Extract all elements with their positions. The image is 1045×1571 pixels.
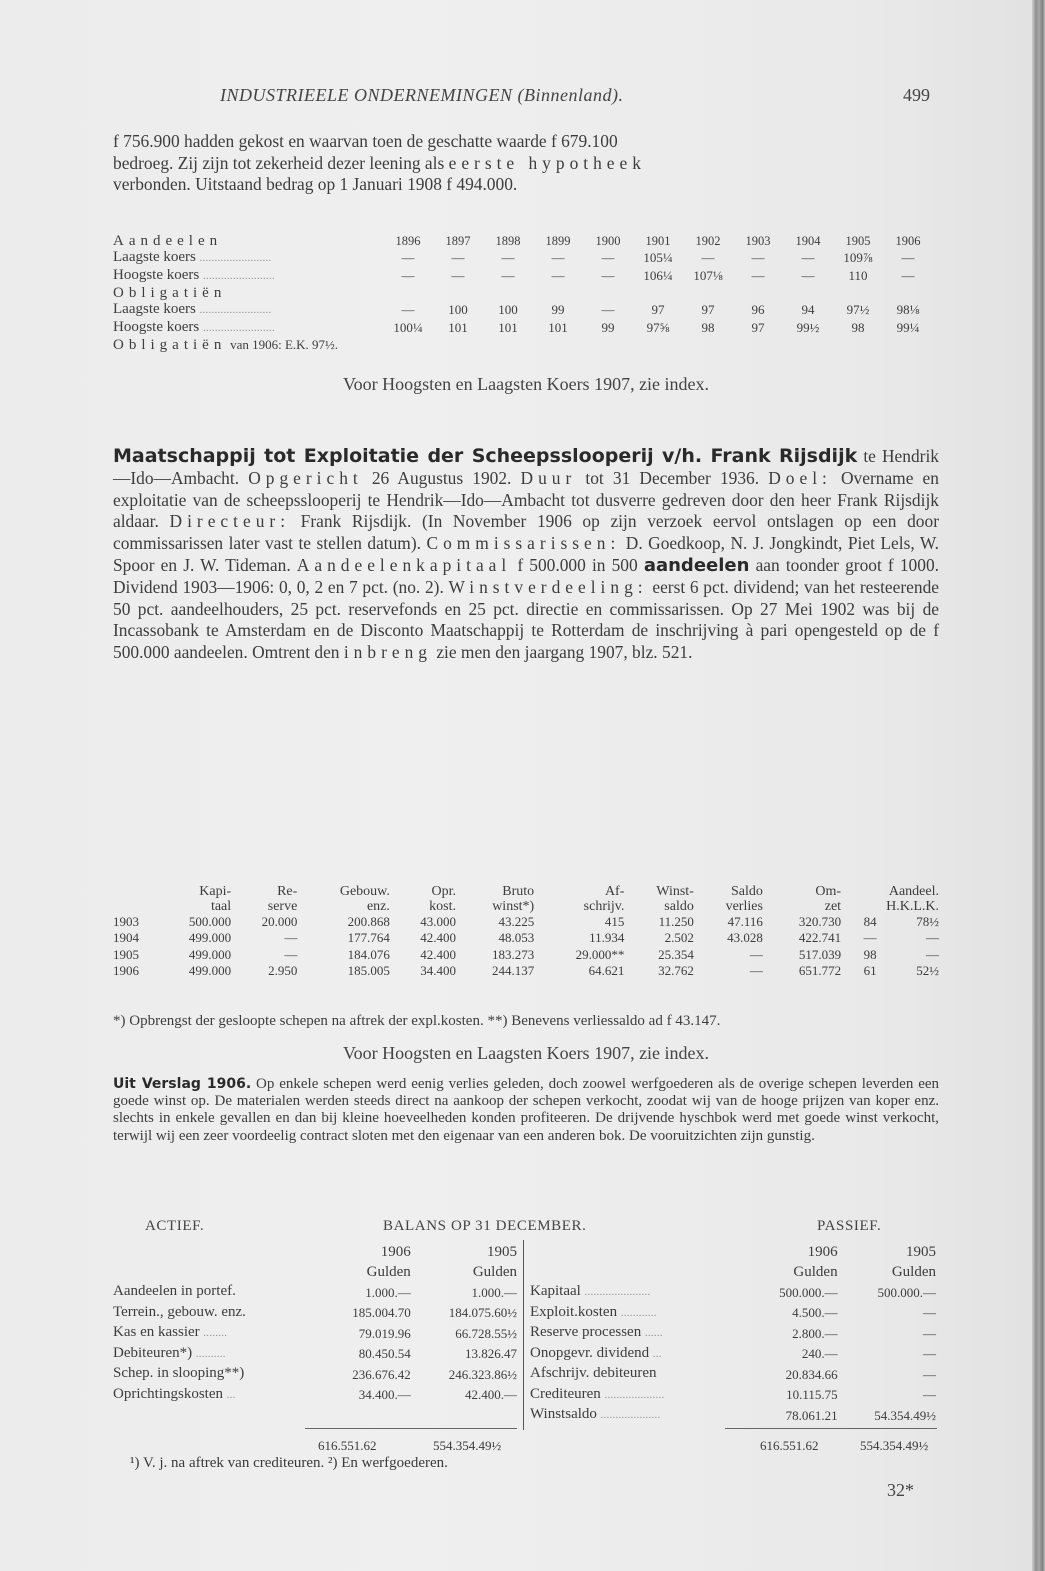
table-row: Afschrijv. debiteuren 20.834.66 —	[530, 1365, 936, 1382]
company-entry: Maatschappij tot Exploitatie der Scheepsslooperij v/h. Frank Rijsdijk te Hendrik—Ido—Ambacht. Opgericht 26 Augustus 1902. Duur tot 31 December 1936. Doel: Overname en exploitatie van de scheepsslooperij te Hendrik—Ido—Ambacht tot dusverre gedreven door den heer Frank Rijsdijk aldaar. Directeur: Frank Rijsdijk. (In November 1906 op zijn verzoek eervol ontslagen op een door commissarissen later vast te stellen datum). Commissarissen: D. Goedkoop, N. J. Jongkindt, Piet Lels, W. Spoor en J. W. Tideman. Aandeelenkapitaal f 500.000 in 500 aandeelen aan toonder groot f 1000. Dividend 1903—1906: 0, 0, 2 en 7 pct. (no. 2). Winstverdeeling: eerst 6 pct. dividend; van het resteerende 50 pct. aandeelhouders, 25 pct. reservefonds en 25 pct. directie en commissarissen. Op 27 Mei 1902 was bij de Incassobank te Amsterdam en de Disconto Maatschappij te Rotterdam de inschrijving à pari opengesteld op de f 500.000 aandeelen. Omtrent den inbreng zie men den jaargang 1907, blz. 521.	[113, 445, 940, 663]
intro-paragraph	[113, 131, 939, 196]
actief-total-1906: 616.551.62	[318, 1438, 377, 1453]
table-row: Schep. in slooping**) 236.676.42 246.323.86½	[113, 1365, 517, 1382]
table-row: Laagste koers ........................ — — — — — 105¼ — — — 109⅞ —	[113, 249, 915, 265]
intro-line-1: f 756.900 hadden gekost en waarvan toen de geschatte waarde f 679.100	[113, 131, 618, 151]
table-row: Laagste koers ........................ — 100 100 99 — 97 97 96 94 97½ 98⅛	[113, 301, 920, 317]
balance-divider	[523, 1240, 524, 1430]
koers-year-row: Aandeelen 1896 1897 1898 1899 1900 1901 1902 1903 1904 1905 1906	[113, 233, 921, 249]
actief-table: 1906 1905 Gulden Gulden Aandeelen in portef. 1.000.— 1.000.— Terrein., gebouw. enz. 185.004.70 184.075.60½ Kas en kassier ........ 79.019.96 66.728.55½ Debiteuren*) .......... 80.450.54 13.826.47 Schep. in slooping**) 236.676.42 246.323.86½ Oprichtingskosten ... 34.400.— 42.400.—	[113, 1243, 517, 1405]
passief-total-rule	[725, 1428, 937, 1429]
table-row: Crediteuren .................... 10.115.75 —	[530, 1385, 936, 1402]
table-row: Kas en kassier ........ 79.019.96 66.728.55½	[113, 1324, 517, 1341]
table-row: Aandeelen in portef. 1.000.— 1.000.—	[113, 1283, 517, 1300]
table-row: Reserve processen ...... 2.800.— —	[530, 1324, 936, 1341]
table-row: Debiteuren*) .......... 80.450.54 13.826.47	[113, 1344, 517, 1361]
index-note: Voor Hoogsten en Laagsten Koers 1907, zie index.	[342, 1043, 710, 1063]
company-name: Maatschappij tot Exploitatie der Scheepsslooperij v/h. Frank Rijsdijk	[113, 445, 858, 467]
verslag-paragraph: Uit Verslag 1906. Op enkele schepen werd eenig verlies geleden, doch zoowel werfgoederen als de overige schepen leverden een goede winst op. De materialen werden steeds direct na aankoop der schepen verkocht, zoodat wij van de hooge prijzen van koper enz. slechts in enkele gevallen en dan bij kleine hoeveelheden konden profiteeren. De drijvende hyschbok werd met goede winst verkocht, terwijl wij een zeer voordeelig contract sloten met den eigenaar van een anderen bok. De vooruitzichten zijn gunstig.	[113, 1076, 940, 1144]
table-row: 1906 499.000 2.950 185.005 34.400 244.137 64.621 32.762 — 651.772 61 52½	[113, 963, 939, 979]
aandeelen-label: Aandeelen	[113, 233, 223, 249]
actief-total-1905: 554.354.49½	[433, 1438, 502, 1453]
actief-heading: ACTIEF.	[145, 1218, 205, 1234]
table-row: Exploit.kosten ............ 4.500.— —	[530, 1303, 936, 1320]
table-row: Terrein., gebouw. enz. 185.004.70 184.075.60½	[113, 1303, 517, 1320]
results-footnote: *) Opbrengst der gesloopte schepen na aftrek der expl.kosten. **) Benevens verliessaldo ad f 43.147.	[113, 1013, 721, 1029]
koers-table	[113, 233, 933, 353]
table-row: Kapitaal ...................... 500.000.— 500.000.—	[530, 1283, 936, 1300]
obligatien-1906-row: Obligatiën van 1906: E.K. 97½.	[113, 337, 339, 353]
table-row: Hoogste koers ........................ 100¼ 101 101 101 99 97⅝ 98 97 99½ 98 99¼	[113, 319, 920, 335]
running-title: INDUSTRIEELE ONDERNEMINGEN (Binnenland).	[220, 85, 624, 105]
table-row: Winstsaldo .................... 78.061.21 54.354.49½	[530, 1406, 936, 1423]
signature-mark: 32*	[887, 1480, 914, 1500]
book-binding-edge	[1032, 0, 1045, 1571]
actief-total-rule	[305, 1428, 517, 1429]
table-row: 1904 499.000 — 177.764 42.400 48.053 11.934 2.502 43.028 422.741 — —	[113, 930, 939, 946]
table-row: Hoogste koers ........................ — — — — — 106¼ 107⅛ — — 110 —	[113, 267, 915, 283]
passief-total-1906: 616.551.62	[760, 1438, 819, 1453]
obligatien-heading-row	[113, 285, 933, 301]
results-header-row-2: taal serve enz. kost. winst*) schrijv. saldo verlies zet H.K.L.K.	[210, 899, 939, 914]
table-row: Oprichtingskosten ... 34.400.— 42.400.—	[113, 1385, 517, 1402]
balance-title: BALANS OP 31 DECEMBER.	[383, 1218, 587, 1234]
table-row: 1903 500.000 20.000 200.868 43.000 43.225 415 11.250 47.116 320.730 84 78½	[113, 914, 939, 929]
passief-total-1905: 554.354.49½	[860, 1438, 929, 1453]
page-number: 499	[903, 85, 930, 105]
passief-heading: PASSIEF.	[817, 1218, 882, 1234]
obligatien-label: Obligatiën	[113, 285, 227, 301]
intro-line-2: bedroeg. Zij zijn tot zekerheid dezer leening als eerste hypotheek	[113, 152, 646, 173]
results-header-row-1: Kapi- Re- Gebouw. Opr. Bruto Af- Winst- Saldo Om- Aandeel.	[199, 884, 939, 899]
index-note: Voor Hoogsten en Laagsten Koers 1907, zie index.	[342, 374, 710, 394]
balance-footnote: ¹) V. j. na aftrek van crediteuren. ²) En werfgoederen.	[130, 1455, 448, 1471]
results-table	[113, 884, 939, 980]
intro-line-3: verbonden. Uitstaand bedrag op 1 Januari 1908 f 494.000.	[113, 174, 518, 195]
passief-table: 1906 1905 Gulden Gulden Kapitaal ...................... 500.000.— 500.000.— Exploit.kosten ............ 4.500.— — Reserve processen ...... 2.800.— — Onopgevr. dividend ... 240.— — Afschrijv. debiteuren 20.834.66 — Crediteuren .................... 10.115.75 — Winstsaldo .................... 78.061.21 54.354.49½	[530, 1243, 936, 1426]
table-row: 1905 499.000 — 184.076 42.400 183.273 29.000** 25.354 — 517.039 98 —	[113, 946, 939, 962]
verslag-label: Uit Verslag 1906.	[113, 1076, 252, 1092]
table-row: Onopgevr. dividend ... 240.— —	[530, 1344, 936, 1361]
